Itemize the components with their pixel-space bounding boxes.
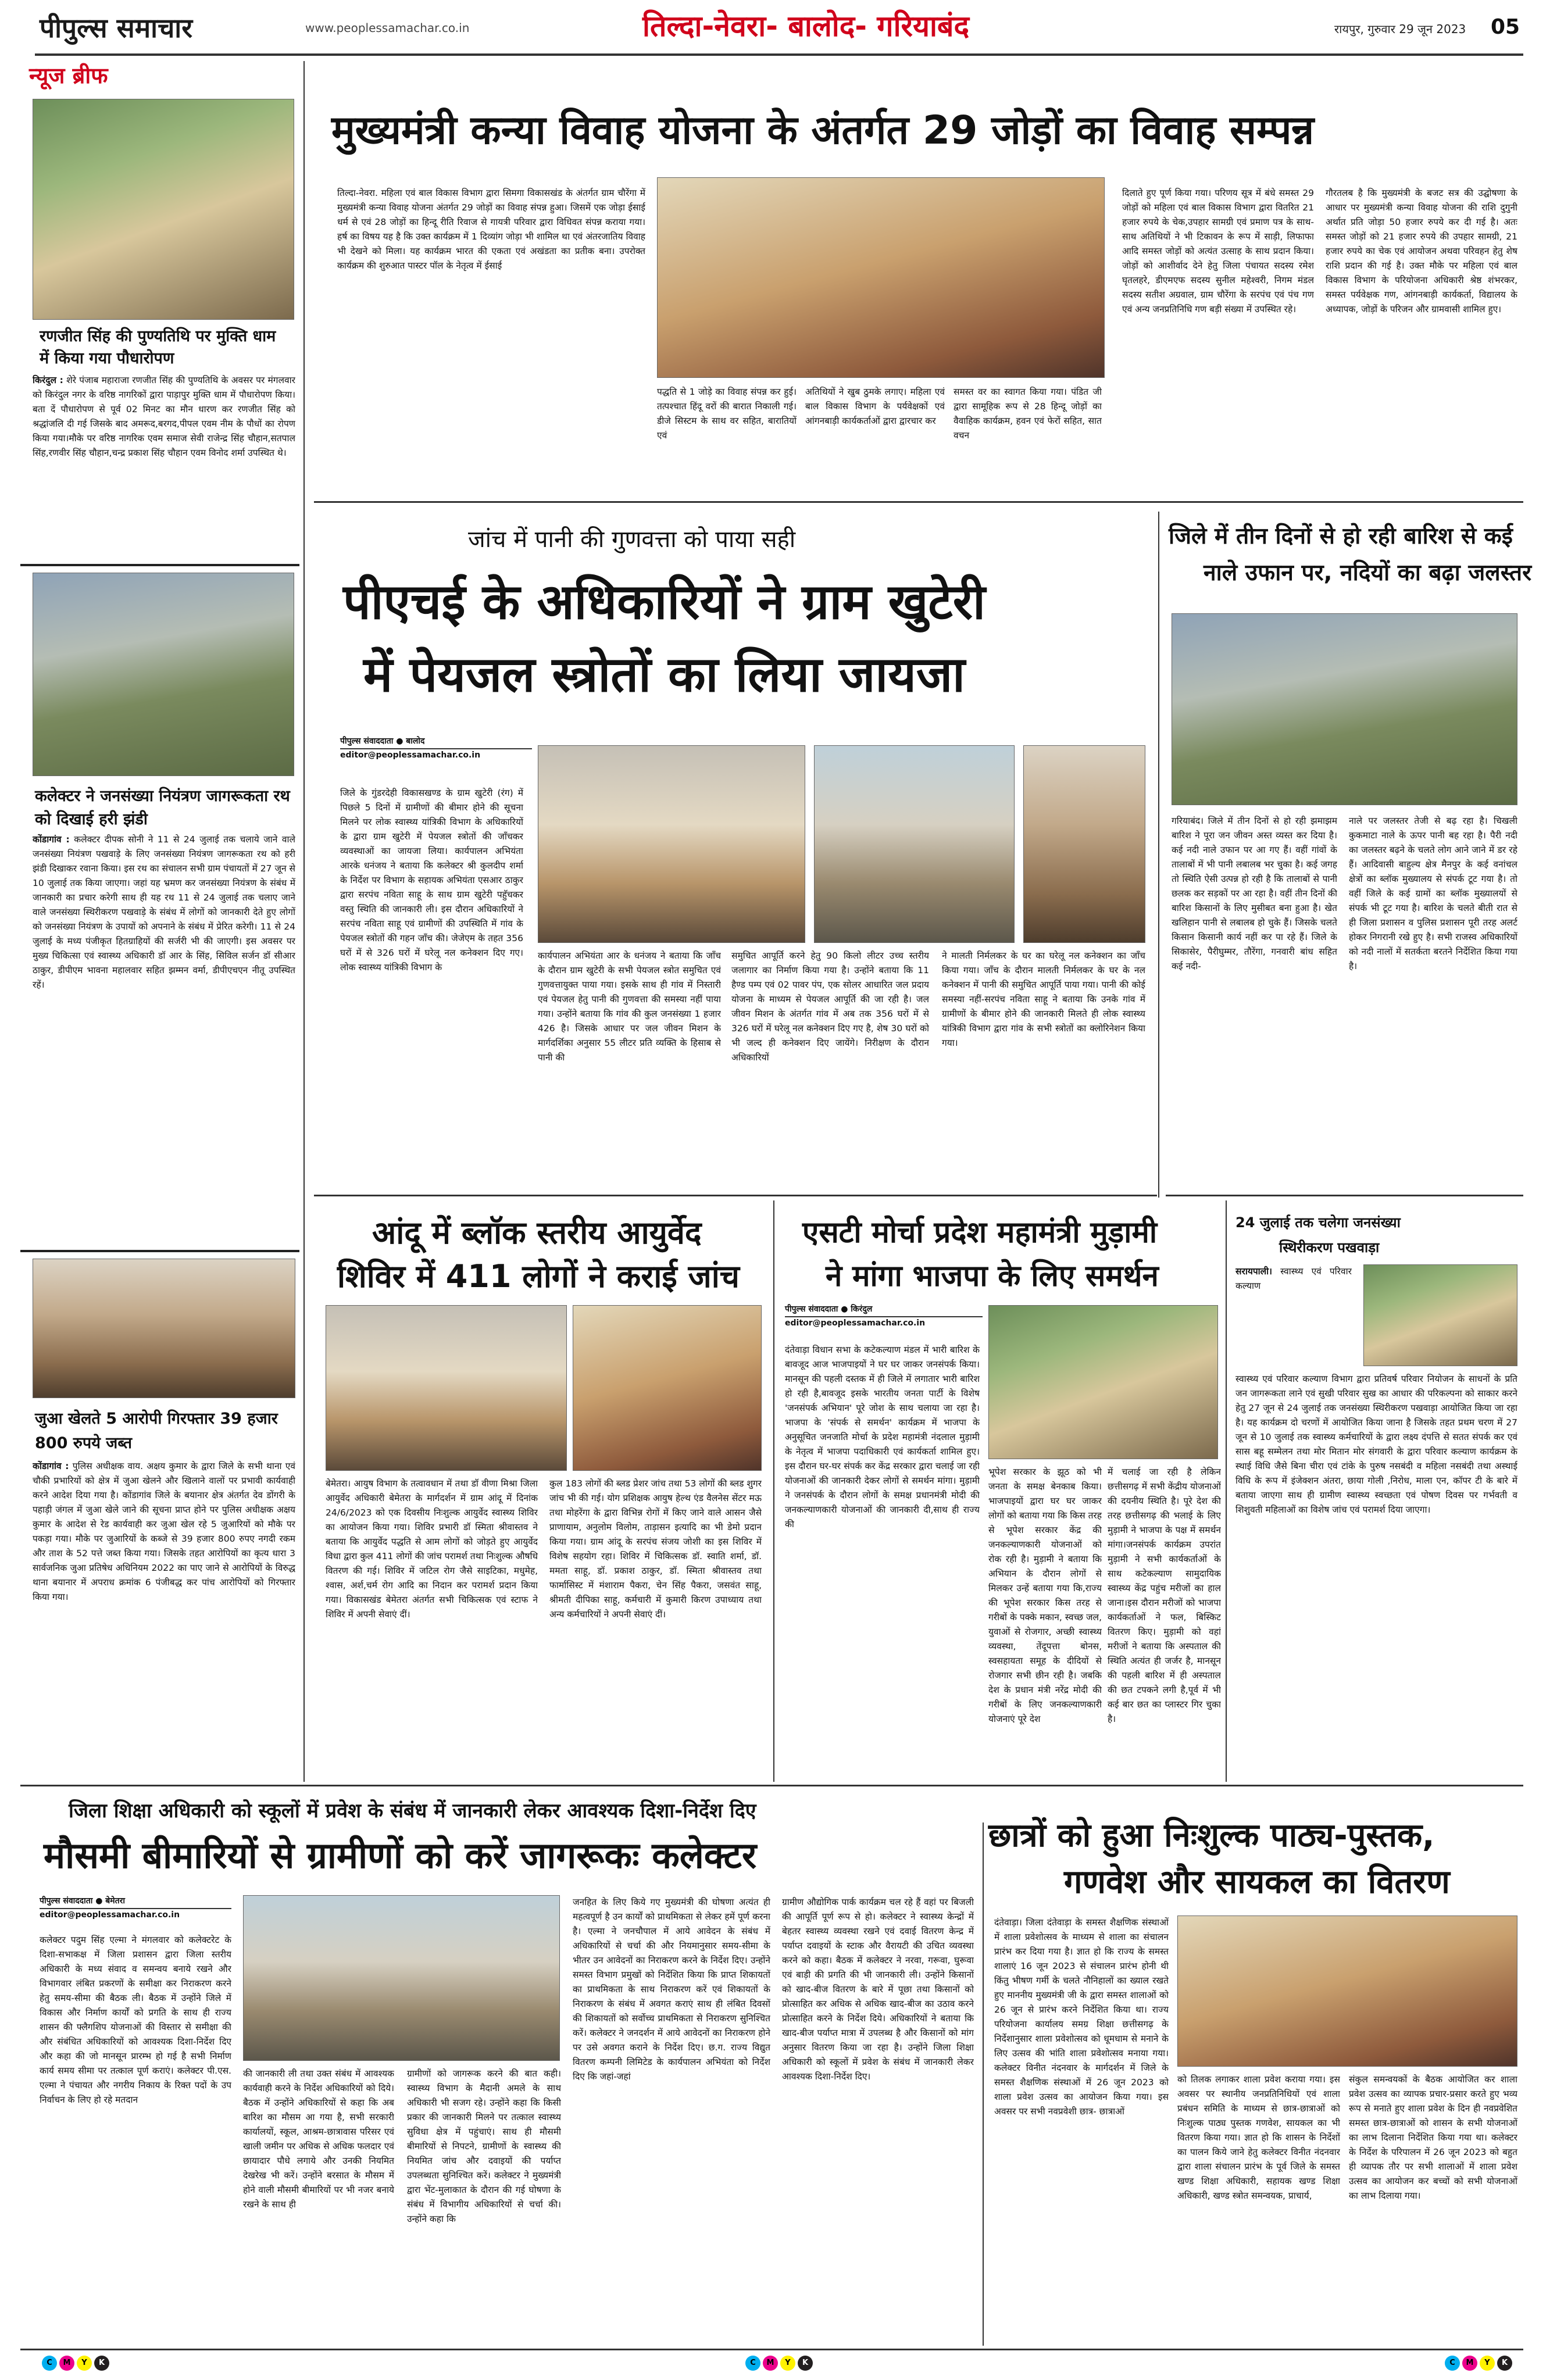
brief3-text <box>33 1459 295 1767</box>
masthead-rule <box>35 53 1523 56</box>
story2-headline-line1: पीएचई के अधिकारियों ने ग्राम खुटेरी <box>343 573 985 630</box>
story1-col5: गौरतलब है कि मुख्यमंत्री के बजट सत्र की उद्घोषणा के आधार पर मुख्यमंत्री कन्या विवाह योजना की राशि दुगुनी अर्थात प्रति जोड़ा 50 हजार रुपये कर दी गई है। अतः समस्त जोड़ों को 21 हजार रुपये की उपहार सामग्री, 21 हजार रुपये का चेक एवं आयोजन अथवा परिवहन हेतु शेष राशि प्रदान की गई है। उक्त मौके पर महिला एवं बाल विकास विभाग के परियोजना अधिकारी श्रेष्ठ शंभरकर, समस्त पर्यवेक्षक गण, आंगनबाड़ी कार्यकर्ता, विद्यालय के अध्यापक, जोड़ों के परिजन और ग्रामवासी शामिल हुए। <box>1326 188 1517 315</box>
section-title: तिल्दा-नेवरा- बालोद- गरियाबंद <box>642 9 970 43</box>
cmyk-marks-left <box>42 2356 109 2371</box>
brief1-photo <box>33 99 294 320</box>
story5-headline-line2: शिविर में 411 लोगों ने कराई जांच <box>337 1258 740 1295</box>
masthead <box>0 0 1557 56</box>
cmyk-y: Y <box>780 2356 795 2371</box>
cmyk-m: M <box>763 2356 778 2371</box>
cmyk-k: K <box>798 2356 813 2371</box>
story4-dateline: सरायपाली। <box>1235 1266 1273 1277</box>
story5-col2: कुल 183 लोगों की ब्लड प्रेशर जांच तथा 53 लोगों की ब्लड शुगर जांच भी की गई। योग प्रशिक्षक आयुष हेल्थ एंड वैलनेस सेंटर मऊ तथा मोहरेंगा के द्वारा विभिन्न रोगों में किए जाने वाले आसन जैसे प्राणायाम, अनुलोम विलोम, ताड़ासन इत्यादि का भी डेमो प्रदान किया गया। ग्राम आंदू के सरपंच संजय जोशी का इस शिविर में विशेष सहयोग रहा। शिविर में चिकित्सक डॉ. स्वाति शर्मा, डॉ. ममता साहू, डॉ. प्रकाश ठाकुर, डॉ. स्मिता श्रीवास्तव तथा फार्मासिस्ट में मंशाराम पैकरा, चेन सिंह पैकरा, जसवंत साहू, श्रीमती दीपिका साहू, कर्मचारी में कुमारी किरण उपाध्याय तथा अन्य कर्मचारियों ने अपनी सेवाएं दीं। <box>549 1478 762 1620</box>
brief1-headline: रणजीत सिंह की पुण्यतिथि पर मुक्ति धाम में किया गया पौधारोपण <box>40 327 276 367</box>
story6-col1: दंतेवाड़ा विधान सभा के कटेकल्याण मंडल में भारी बारिश के बावजूद आज भाजपाइयों ने घर घर जाकर जनसंपर्क किया। मानसून की पहली दस्तक में ही जिले में लगातार भारी बारिश हो रही है,बावजूद इसके भारतीय जनता पार्टी के विशेष 'जनसंपर्क अभियान' पूरे जोश के साथ चलाया जा रहा है।भाजपा के 'संपर्क से समर्थन' कार्यक्रम में भाजपा के अनुसूचित जनजाति मोर्चा के प्रदेश महामंत्री नंदलाल मुड़ामी के नेतृत्व में भाजपा पदाधिकारी एवं कार्यकर्ता शामिल हुए।इस दौरान घर-घर संपर्क कर केंद्र सरकार द्वारा चलाई जा रही योजनाओं की जानकारी देकर लोगों से समर्थन मांगा। मुड़ामी ने जनसंपर्क के दौरान लोगों के समक्ष प्रधानमंत्री मोदी की जनकल्याणकारी योजनाओं की जानकारी दी,साथ ही राज्य की <box>785 1345 980 1530</box>
brief3-headline: जुआ खेलते 5 आरोपी गिरफ्तार 39 हजार 800 रुपये जब्त <box>35 1410 278 1452</box>
story1-photo-caption: पद्धति से 1 जोड़े का विवाह संपन्न कर हुई। तत्पश्चात हिंदू वरों की बारात निकाली गई। डीजे सिस्टम के साथ वर सहित, बारातियों एवं <box>657 387 797 441</box>
cmyk-c: C <box>42 2356 57 2371</box>
story7-byline <box>40 1895 231 1921</box>
story6-email[interactable]: editor@peoplessamachar.co.in <box>785 1318 926 1328</box>
story7-col2: की जानकारी ली तथा उक्त संबंध में आवश्यक कार्यवाही करने के निर्देश अधिकारियों को दिये। बैठक में उन्होंने अधिकारियों से कहा कि अब बारिश का मौसम आ गया है, सभी सरकारी कार्यालयों, स्कूल, आश्रम-छात्रावास परिसर एवं खाली जमीन पर अधिक से अधिक फलदार एवं छायादार पौधे लगाये और उनकी नियमित देखरेख भी करें। उन्होंने बरसात के मौसम में होने वाली मौसमी बीमारियों पर भी नजर बनाये रखने के साथ ही <box>243 2068 394 2210</box>
story7-col4: जनहित के लिए किये गए मुख्यमंत्री की घोषणा अत्यंत ही महत्वपूर्ण है उन कार्यों को प्राथमिकता से लेकर हमें पूर्ण करना है। एल्मा ने जनचौपाल में आये आवेदन के संबंध में अधिकारियों से चर्चा की और नियमानुसार समय-सीमा के भीतर उन आवेदनों का निराकरण करने के निर्देश दिए। उन्होंने समस्त विभाग प्रमुखों को निर्देशित किया कि प्राप्त शिकायतों का प्राथमिकता के साथ निराकरण करें एवं शिकायतों के निराकरण के संबंध में अवगत कराएं साथ ही लंबित दिवसों की शिकायतों को सर्वोच्च प्राथमिकता से निराकरण सुनिश्चित करें। कलेक्टर ने जनदर्शन में आये आवेदनों का निराकरण होने पर उसे अवगत कराने के निर्देश दिए। छ.ग. राज्य विद्युत वितरण कम्पनी लिमिटेड के कार्यपालन अभियंता को निर्देश दिए कि जहां-जहां <box>573 1897 770 2082</box>
story6-byline <box>785 1303 983 1329</box>
story8-headline-line2: गणवेश और सायकल का वितरण <box>1064 1863 1450 1901</box>
story8-photo <box>1177 1916 1517 2067</box>
brief-divider-2 <box>20 1250 299 1252</box>
brief1-dateline: किरंदुल : <box>33 375 63 385</box>
brief2-headline: कलेक्टर ने जनसंख्या नियंत्रण जागरूकता रथ को दिखाई हरी झंडी <box>35 787 290 828</box>
story4-photo <box>1363 1264 1517 1366</box>
story7-right-rule <box>983 1822 984 2346</box>
cmyk-c: C <box>745 2356 760 2371</box>
story7-headline: मौसमी बीमारियों से ग्रामीणों को करें जागरूकः कलेक्टर <box>44 1834 757 1877</box>
story3-bottom-rule <box>1166 1195 1523 1196</box>
story4-left-rule <box>1226 1200 1227 1782</box>
story4-headline-line2: स्थिरीकरण पखवाड़ा <box>1279 1239 1380 1256</box>
story4-headline-line1: 24 जुलाई तक चलेगा जनसंख्या <box>1235 1214 1401 1231</box>
story6-headline-line2: ने मांगा भाजपा के लिए समर्थन <box>826 1259 1159 1293</box>
sidebar-vertical-rule <box>303 61 305 1782</box>
story7-col3: ग्रामीणों को जागरूक करने की बात कही। स्वास्थ्य विभाग के मैदानी अमले के साथ अधिकारी भी सजग रहे। उन्होंने कहा कि किसी प्रकार की जानकारी मिलने पर तत्काल स्वास्थ्य सुविधा क्षेत्र में पहुंचाएं। साथ ही मौसमी बीमारियों से निपटने, ग्रामीणों के स्वास्थ्य की नियमित जांच और दवाइयों की पर्याप्त उपलब्धता सुनिश्चित करें। कलेक्टर ने मुख्यमंत्री द्वारा भेंट-मुलाकात के दौरान की गई घोषणा के संबंध में विभागीय अधिकारियों से चर्चा की। उन्होंने कहा कि <box>407 2068 561 2224</box>
cmyk-marks-center <box>745 2356 813 2371</box>
cmyk-y: Y <box>1480 2356 1495 2371</box>
story7-col5: ग्रामीण औद्योगिक पार्क कार्यक्रम चल रहे हैं वहां पर बिजली की आपूर्ति पूर्ण रूप से हो। कलेक्टर ने स्वास्थ्य केन्द्रों में बेहतर स्वास्थ्य व्यवस्था रखने एवं दवाई वितरण केन्द्र में पर्याप्त दवाइयों के स्टाक और वैरायटी की उचित व्यवस्था करने को कहा। बैठक में कलेक्टर ने नरवा, गरूवा, घुरूवा एवं बाड़ी की प्रगति की भी जानकारी ली। उन्होंने किसानों को खाद-बीज वितरण के बारे में पूछा तथा किसानों को प्रोत्साहित कर अधिक से अधिक खाद-बीज का उठाव करने प्रोत्साहित करने के निर्देश दिये। अधिकारियों ने बताया कि खाद-बीज पर्याप्त मात्रा में उपलब्ध है और किसानों को मांग अनुसार वितरण किया जा रहा है। उन्होंने जिला शिक्षा अधिकारी को स्कूलों में प्रवेश के संबंध में जानकारी लेकर आवश्यक दिशा-निर्देश दिए। <box>782 1897 974 2082</box>
cmyk-k: K <box>94 2356 109 2371</box>
story5-right-rule <box>773 1200 774 1782</box>
cmyk-m: M <box>1462 2356 1477 2371</box>
brief-divider-1 <box>20 564 299 566</box>
footer-rule <box>20 2349 1523 2350</box>
story8-col3: संकुल समन्वयकों के बैठक आयोजित कर शाला प्रवेश उत्सव का व्यापक प्रचार-प्रसार करते हुए भव्य रूप से मनाते हुए शाला प्रवेश के दिन ही नवप्रवेशित समस्त छात्र-छात्राओं को शासन के सभी योजनाओं का लाभ दिलाना निर्देशित किया गया था। कलेक्टर के निर्देश के परिपालन में 26 जून 2023 को बहुत ही व्यापक तौर पर सभी शालाओं में शाला प्रवेश उत्सव का आयोजन कर बच्चों को सभी योजनाओं का लाभ दिलाया गया। <box>1349 2074 1517 2201</box>
story6-photo <box>988 1305 1218 1459</box>
story2-col3: समुचित आपूर्ति करने हेतु 90 किलो लीटर उच्च स्तरीय जलागार का निर्माण किया गया है। उन्होंने बताया कि 11 हैण्ड पम्प एवं 02 पावर पंप, एक सोलर आधारित जल प्रदाय योजना के माध्यम से पेयजल आपूर्ति की जा रही है। जल जीवन मिशन के अंतर्गत गांव में अब तक 356 घरों में से 326 घरों में घरेलू नल कनेक्शन दिए गए है, शेष 30 घरों को भी जल्द ही कनेक्शन दिए जायेंगे। निरीक्षण के दौरान अधिकारियों <box>731 950 929 1063</box>
story4-body-top: स्वास्थ्य एवं परिवार कल्याण <box>1235 1266 1352 1291</box>
website-url[interactable]: www.peoplessamachar.co.in <box>305 21 470 35</box>
brief2-body: कलेक्टर दीपक सोनी ने 11 से 24 जुलाई तक चलाये जाने वाले जनसंख्या नियंत्रण पखवाड़े के लिए जनसंख्या नियंत्रण जागरूकता रथ को हरी झंडी दिखाकर रवाना किया। इस रथ का संचालन सभी ग्राम पंचायतों में 27 जून से 10 जुलाई तक किया जाएगा। जहां यह भ्रमण कर जनसंख्या नियंत्रण के संबंध में जानकारी का प्रचार करेगी साथ ही यह रथ 11 से 24 जुलाई तक चलाए जाने वाले जनसंख्या स्थिरीकरण पखवाड़े के संबंध में लोगों को जानकारी देते हुए लोगों को जनसंख्या नियंत्रण के उपायों को अपनाने के संबंध में प्रेरित करेगी। 11 से 24 जुलाई के मध्य पंजीकृत हितग्राहियों की सर्जरी भी की जाएगी। इस अवसर पर मुख्य चिकित्सा एवं स्वास्थ्य अधिकारी डॉ आर के सिंह, सिविल सर्जन डॉ सीआर ठाकुर, डीपीएम भावना महालवार सहित झम्मन वर्मा, डीपीएचएन नीतू उपस्थित रहें। <box>33 834 295 990</box>
story1-col3: समस्त वर का स्वागत किया गया। पंडित जी द्वारा सामूहिक रूप से 28 हिन्दू जोड़ों का वैवाहिक कार्यक्रम, हवन एवं फेरों सहित, सात वचन <box>954 387 1102 441</box>
story2-bottom-rule <box>314 1195 1157 1196</box>
story1-col4: दिलाते हुए पूर्ण किया गया। परिणय सूत्र में बंधे समस्त 29 जोड़ों को महिला एवं बाल विकास विभाग द्वारा वितरित 21 हजार रुपये के चेक,उपहार सामग्री एवं प्रमाण पत्र के साथ-साथ अतिथियों ने भी टिकावन के रूप में साड़ी, लिफाफा आदि समस्त जोड़ों को अत्यंत उत्साह के साथ प्रदान किया। जोड़ों को आशीर्वाद देने हेतु जिला पंचायत सदस्य रमेश घृतलहरे, डीएमएफ सदस्य सुनील महेश्वरी, निगम मंडल सदस्य सतीश अग्रवाल, ग्राम चौरेंगा के सरपंच एवं पंच गण एवं अन्य जनप्रतिनिधि गण बड़ी संख्या में उपस्थित रहे। <box>1122 188 1314 315</box>
story2-col1: जिले के गुंडरदेही विकासखण्ड के ग्राम खुटेरी (रंग) में पिछले 5 दिनों में ग्रामीणों की बीमार होने की सूचना मिलने पर लोक स्वास्थ्य यांत्रिकी विभाग के अधिकारियों के द्वारा ग्राम खुटेरी में पेयजल स्त्रोतों की जाँचकर व्यवस्थाओं का जायजा लिया। कार्यपालन अभियंता आरके धनंजय ने बताया कि कलेक्टर श्री कुलदीप शर्मा के निर्देश पर विभाग के सहायक अभियंता एसआर ठाकुर द्वारा सरपंच नविता साहू के साथ ग्राम खुटेरी पहुॅचकर वस्तु स्थिति की जानकारी ली। इस दौरान अधिकारियों ने सरपंच नविता साहू एवं ग्रामीणों की उपस्थिति में गांव के पेयजल स्त्रोतों की गहन जाँच की। जेजेएम के तहत 356 घरों में से 326 घरों में घरेलू नल कनेक्शन दिए गए। लोक स्वास्थ्य यांत्रिकी विभाग के <box>340 788 523 973</box>
story1-photo <box>657 177 1105 378</box>
story2-kicker: जांच में पानी की गुणवत्ता को पाया सही <box>468 526 796 553</box>
story2-photo-1 <box>538 745 805 943</box>
story1-bottom-rule <box>314 501 1523 503</box>
story7-byline-name: पीपुल्स संवाददाता ● बेमेतरा <box>40 1895 231 1909</box>
story3-headline-line1: जिले में तीन दिनों से हो रही बारिश से कई <box>1169 523 1513 549</box>
story8-headline-line1: छात्रों को हुआ निःशुल्क पाठ्य-पुस्तक, <box>988 1817 1435 1854</box>
story8-col2: को तिलक लगाकर शाला प्रवेश कराया गया। इस अवसर पर स्थानीय जनप्रतिनिधियों एवं शाला प्रबंधन समिति के माध्यम से छात्र-छात्राओं को निःशुल्क पाठ्य पुस्तक गणवेश, सायकल का भी वितरण किया गया। ज्ञात हो कि शासन के निर्देशों का पालन किये जाने हेतु कलेक्टर विनीत नंदनवार द्वारा शाला संचालन प्रारंभ के पूर्व जिले के समस्त खण्ड शिक्षा अधिकारी, सहायक खण्ड शिक्षा अधिकारी, खण्ड स्त्रोत समन्वयक, प्राचार्य, <box>1177 2074 1340 2201</box>
story6-col3: में चलाई जा रही है लेकिन छत्तीसगढ़ में सभी केंद्रीय योजनाओं की दयनीय स्थिति है। पूरे देश की तरह छत्तीसगढ़ की भलाई के लिए मुड़ामी ने भाजपा के पक्ष में समर्थन मांगा।जनसंपर्क कार्यक्रम उपरांत मुड़ामी ने सभी कार्यकर्ताओं के साथ कटेकल्याण सामुदायिक स्वास्थ्य केंद्र पहुंच मरीजों का हाल जाना।इस दौरान मरीजों को भाजपा कार्यकर्ताओं ने फल, बिस्किट वितरण किए। मुड़ामी को वहां मरीजों ने बताया कि अस्पताल की स्थिति अत्यंत ही जर्जर है, मानसून की पहली बारिश में ही अस्पताल की छत टपकने लगी है,पूर्व में भी कई बार छत का प्लास्टर गिर चुका है। <box>1108 1467 1221 1724</box>
story1-col2: अतिथियों ने खुब ठुमके लगाए। महिला एवं बाल विकास विभाग के पर्यवेक्षकों एवं आंगनबाड़ी कार्यकर्ताओं द्वारा द्वारचार कर <box>805 387 945 426</box>
brief3-dateline: कोंडागांव : <box>33 1461 69 1471</box>
story3-col1: गरियाबंद। जिले में तीन दिनों से हो रही झमाझम बारिश ने पूरा जन जीवन अस्त व्यस्त कर दिया है। कई नदी नाले उफान पर आ गए हैं। वहीं गांवों के तालाबों में भी पानी लबालब भर चुका है। कई जगह तो स्थिति ऐसी उत्पन्न हो रही है कि तालाबों से पानी छलक कर सड़कों पर आ रहा है। वहीं तीन दिनों की बारिश किसानों के लिए मुसीबत बना हुआ है। खेत खलिहान पानी से लबालब हो चुके हैं। जिसके चलते किसान किसानी कार्य नहीं कर पा रहे हैं। जिले के सिकासेर, पैरीघुम्मर, तौरेंगा, गनवारी बांध सहित कई नदी- <box>1172 816 1337 971</box>
story6-headline-line1: एसटी मोर्चा प्रदेश महामंत्री मुड़ामी <box>802 1216 1158 1250</box>
story3-col2: नाले पर जलस्तर तेजी से बढ़ रहा है। चिखली कुकमाटा नाले के ऊपर पानी बह रहा है। पैरी नदी का जलस्तर बढ़ने के चलते लोग आने जाने में डर रहे हैं। आदिवासी बाहुल्य क्षेत्र मैनपुर के कई वनांचल क्षेत्रों का ब्लॉक मुख्यालय से संपर्क टूट गया है। तो वहीं जिले के कई ग्रामों का ब्लॉक मुख्यालयों से संपर्क भी टूट गया है। बारिश के चलते बीती रात से ही जिला प्रशासन व पुलिस प्रशासन पूरी तरह अलर्ट होकर निगरानी रखे हुए है। सभी राजस्व अधिकारियों को नदी नालों में सतर्कता बरतने निर्देशित किया गया है। <box>1349 816 1517 971</box>
paper-logo: पीपुल्स समाचार <box>40 12 193 44</box>
story7-email[interactable]: editor@peoplessamachar.co.in <box>40 1910 180 1920</box>
story5-photo-2 <box>573 1305 762 1471</box>
story2-photo-2 <box>814 745 1015 943</box>
story5-col1: बेमेतरा। आयुष विभाग के तत्वावधान में तथा डॉ वीणा मिश्रा जिला आयुर्वेद अधिकारी बेमेतरा के मार्गदर्शन में ग्राम आंदू में दिनांक 24/6/2023 को एक दिवसीय निःशुल्क आयुर्वेद स्वास्थ्य शिविर का आयोजन किया गया। शिविर प्रभारी डॉ स्मिता श्रीवास्तव ने बताया कि आयुर्वेद पद्धति से आम लोगों को जोड़ते हुए आयुर्वेद विधा द्वारा कुल 411 लोगों की जांच परामर्श तथा निःशुल्क औषधि वितरण की गई। शिविर में जटिल रोग जैसे साइटिका, मधुमेह, श्वास, अर्श,चर्म रोग आदि का निदान कर परामर्श प्रदान किया गया। विकासखंड बेमेतरा अंतर्गत सभी चिकित्सक एवं स्टाफ ने शिविर में अपनी सेवाएं दीं। <box>326 1478 538 1620</box>
story2-col4: ने मालती निर्मलकर के घर का घरेलू नल कनेक्शन का जाँच किया गया। जाँच के दौरान मालती निर्मलकर के घर के नल कनेक्शन में पानी की समुचित आपूर्ति पाया गया। पानी की कोई समस्या नहीं-सरपंच नविता साहू ने बताया कि उनके गांव में ग्रामीणों के बीमार होने की जानकारी मिलते ही लोक स्वास्थ्य यांत्रिकी विभाग द्वारा गांव के सभी स्त्रोतों का क्लोरिनेशन किया गया। <box>942 950 1145 1048</box>
page-number: 05 <box>1490 15 1520 39</box>
story2-photo-3 <box>1023 745 1145 943</box>
story4-body: स्वास्थ्य एवं परिवार कल्याण विभाग द्वारा प्रतिवर्ष परिवार नियोजन के साधनों के प्रति जन जागरूकता लाने एवं सुखी परिवार सुख का आधार की परिकल्पना को साकार करने हेतु 27 जून से 24 जुलाई तक जनसंख्या स्थिरीकरण पखवाड़ा आयोजित किया जा रहा है। यह कार्यक्रम दो चरणों में आयोजित किया जाना है जिसके तहत प्रथम चरण में 27 जून से 10 जुलाई तक स्वास्थ्य कर्मचारियों के द्वारा लक्ष्य दंपत्ति से सतत संपर्क कर एवं सास बहू सम्मेलन तथा मोर मितान मोर संगवारी के द्वारा परिवार कल्याण कार्यक्रम के स्थाई विधि जैसे बिना चीरा एवं टांके के पुरुष नसबंदी व महिला नसबंदी तथा अस्थाई विधि के रूप में इंजेक्शन अंतरा, छाया गोली ,निरोध, माला एन, कॉपर टी के बारे में बताया जाएगा साथ ही ग्रामीण स्वास्थ्य स्वच्छता एवं पोषण दिवस पर गर्भवती व शिशुवती महिलाओं का विशेष जांच एवं परामर्श दिया जाएगा। <box>1235 1374 1517 1515</box>
brief2-photo <box>33 573 294 776</box>
middle-bottom-rule <box>20 1785 1523 1786</box>
brief2-dateline: कोंडागांव : <box>33 834 70 845</box>
story1-col1: तिल्दा-नेवरा. महिला एवं बाल विकास विभाग द्वारा सिमगा विकासखंड के अंतर्गत ग्राम चौरेंगा में मुख्यमंत्री कन्या विवाह योजना अंतर्गत 29 जोड़ों का विवाह संपन्न हुआ। जिसमें एक जोड़ा ईसाई धर्म से एवं 28 जोड़ों का हिन्दू रीति रिवाज से गायत्री परिवार द्वारा विधिवत संपन्न कराया गया। हर्ष का विषय यह है कि उक्त कार्यक्रम में 1 दिव्यांग जोड़ा भी शामिल था एवं अंतरजातिय विवाह भी देखने को मिला। यह कार्यक्रम भारत की एकता एवं अखंडता का प्रतीक बना। उपरोक्त कार्यक्रम की शुरुआत पास्टर पॉल के नेतृत्व में ईसाई <box>337 188 645 271</box>
story7-photo <box>243 1895 560 2061</box>
cmyk-c: C <box>1445 2356 1460 2371</box>
brief1-text <box>33 373 295 559</box>
story7-kicker: जिला शिक्षा अधिकारी को स्कूलों में प्रवेश के संबंध में जानकारी लेकर आवश्यक दिशा-निर्देश दिए <box>69 1799 756 1822</box>
cmyk-k: K <box>1497 2356 1512 2371</box>
story2-byline-name: पीपुल्स संवाददाता ● बालोद <box>340 735 532 749</box>
story2-email[interactable]: editor@peoplessamachar.co.in <box>340 751 481 760</box>
story2-byline <box>340 735 532 761</box>
story5-headline-line1: आंदू में ब्लॉक स्तरीय आयुर्वेद <box>372 1214 702 1251</box>
story6-byline-name: पीपुल्स संवाददाता ● किरंदुल <box>785 1303 983 1317</box>
story4-text <box>1235 1264 1352 1366</box>
story2-col2: कार्यपालन अभियंता आर के धनंजय ने बताया कि जाँच के दौरान ग्राम खुटेरी के सभी पेयजल स्त्रोत समुचित एवं गुणवत्तायुक्त पाया गया। इसके साथ ही गांव में निस्तारी एवं पेयजल हेतु पानी की गुणवत्ता की समस्या नहीं पाया गया। उन्होंने बताया कि गांव की कुल जनसंख्या 1 हजार 426 है। जिसके आधार पर जल जीवन मिशन के मार्गदर्शिका अनुसार 55 लीटर प्रति व्यक्ति के हिसाब से पानी की <box>538 950 721 1063</box>
brief1-body: शेरे पंजाब महाराजा रणजीत सिंह की पुण्यतिथि के अवसर पर मंगलवार को किरंदुल नगर के वरिष्ठ नागरिकों द्वारा पाड़ापुर मुक्ति धाम में पौधारोपण किया। बता दें पौधारोपण से पूर्व 02 मिनट का मौन धारण कर रणजीत सिंह को श्रद्धांजलि दी गई जिसके बाद अमरूद,बरगद,पीपल एवम नीम के पौधों का रोपण किया गया।मौके पर वरिष्ठ नागरिक एवम समाज सेवी राजेन्द्र सिंह चौहान,सतपाल सिंह,रणवीर सिंह चौहान,चन्द्र प्रकाश सिंह चौहान एवम विनोद शर्मा उपस्थित थे। <box>33 375 295 458</box>
brief3-photo <box>33 1259 295 1398</box>
issue-date: रायपुर, गुरुवार 29 जून 2023 <box>1334 22 1466 36</box>
story3-headline-line2: नाले उफान पर, नदियों का बढ़ा जलस्तर <box>1204 560 1532 586</box>
story2-right-rule <box>1158 512 1159 1198</box>
story7-col1: कलेक्टर पदुम सिंह एल्मा ने मंगलवार को कलेक्टरेट के दिशा-सभाकक्ष में जिला प्रशासन द्वारा जिला स्तरीय अधिकारी के मध्य संवाद व समन्वय बनाये रखने और विभागवार लंबित प्रकरणों के समीक्षा कर निराकरण करने हेतु समय-सीमा की बैठक ली। बैठक में उन्होंने जिले में विकास और निर्माण कार्यों को प्रगति के साथ ही राज्य शासन की फ्लैगशिप योजनाओं की विस्तार से समीक्षा की और संबंधित अधिकारियों को आवश्यक दिशा-निर्देश दिए और कहा की जो मानसून प्रारम्भ हो गई है सभी निर्माण कार्य समय सीमा पर तत्काल पूर्ण कराएं। कलेक्टर पी.एस. एल्मा ने पंचायत और नगरीय निकाय के रिक्त पदों के उप निर्वाचन के लिए हो रहे मतदान <box>40 1935 231 2105</box>
brief2-text <box>33 832 295 1228</box>
brief3-body: पुलिस अधीक्षक वाय. अक्षय कुमार के द्वारा जिले के सभी थाना एवं चौकी प्रभारियों को क्षेत्र में जुआ खेलने और खिलाने वालों पर प्रभावी कार्यवाही करने आदेश दिया गया है। कोंडागांव जिले के बयानार क्षेत्र अंतर्गत देव डोंगरी के पहाड़ी जंगल में जुआ खेले जाने की सूचना प्राप्त होने पर पुलिस अधीक्षक अक्षय कुमार के आदेश से रेड कार्यवाही कर जुआ खेल रहे 5 जुआरियों को मौके पर पकड़ा गया। मौके पर जुआरियों के कब्जे से 39 हजार 800 रुपए नगदी रकम और ताश के 52 पत्ते जब्त किया गया। जिसके तहत आरोपियों का कृत्य धारा 3 सार्वजनिक जुआ प्रतिषेध अधिनियम 2022 का पाए जाने से आरोपियों के विरुद्ध थाना बयानार में अपराध क्रमांक 6 पंजीबद्ध कर पांच आरोपियों को गिरफ्तार किया गया। <box>33 1461 295 1602</box>
story8-col1: दंतेवाड़ा। जिला दंतेवाड़ा के समस्त शैक्षणिक संस्थाओं में शाला प्रवेशोत्सव के माध्यम से शाला का संचालन प्रारंभ कर दिया गया है। ज्ञात हो कि राज्य के समस्त शालाएं 16 जून 2023 से संचालन प्रारंभ होनी थी किंतु भीषण गर्मी के चलते नौनिहालों का ख्याल रखते हुए माननीय मुख्यमंत्री जी के द्वारा समस्त शालाओं को 26 जून से प्रारंभ करने निर्देशित किया था। राज्य परियोजना कार्यालय समग्र शिक्षा छत्तीसगढ़ के निर्देशानुसार शाला प्रवेशोत्सव को धूमधाम से मनाने के लिए उत्सव की भांति शाला प्रवेशोत्सव मनाया गया। कलेक्टर विनीत नंदनवार के मार्गदर्शन में जिले के समस्त शैक्षणिक संस्थाओं में 26 जून 2023 को शाला प्रवेश उत्सव का आयोजन किया गया। इस अवसर पर सभी नवप्रवेशी छात्र- छात्राओं <box>994 1917 1169 2117</box>
cmyk-y: Y <box>77 2356 92 2371</box>
story2-headline-line2: में पेयजल स्त्रोतों का लिया जायजा <box>363 646 965 703</box>
story1-headline: मुख्यमंत्री कन्या विवाह योजना के अंतर्गत 29 जोड़ों का विवाह सम्पन्न <box>331 108 1315 153</box>
cmyk-marks-right <box>1445 2356 1512 2371</box>
story5-photo-1 <box>326 1305 567 1471</box>
story3-photo <box>1172 613 1517 805</box>
cmyk-m: M <box>59 2356 74 2371</box>
story6-col2: भूपेश सरकार के झूठ को भी जनता के समक्ष बेनकाब किया।भाजपाइयों द्वारा घर घर जाकर लोगों को बताया गया कि किस तरह से भूपेश सरकार केंद्र की जनकल्याणकारी योजनाओं को रोक रही है। मुड़ामी ने बताया कि अभियान के दौरान लोगों से मिलकर उन्हें बताया गया कि,राज्य की भूपेश सरकार किस तरह से गरीबों के पक्के मकान, स्वच्छ जल, युवाओं से रोजगार, अच्छी स्वास्थ्य व्यवस्था, तेंदूपत्ता बोनस, स्वसहायता समूह के दीदियों से रोजगार सभी छीन रही है। जबकि देश के प्रधान मंत्री नरेंद्र मोदी की गरीबों के लिए जनकल्याणकारी योजनाएं पूरे देश <box>988 1467 1102 1724</box>
news-brief-label: न्यूज ब्रीफ <box>29 63 108 88</box>
